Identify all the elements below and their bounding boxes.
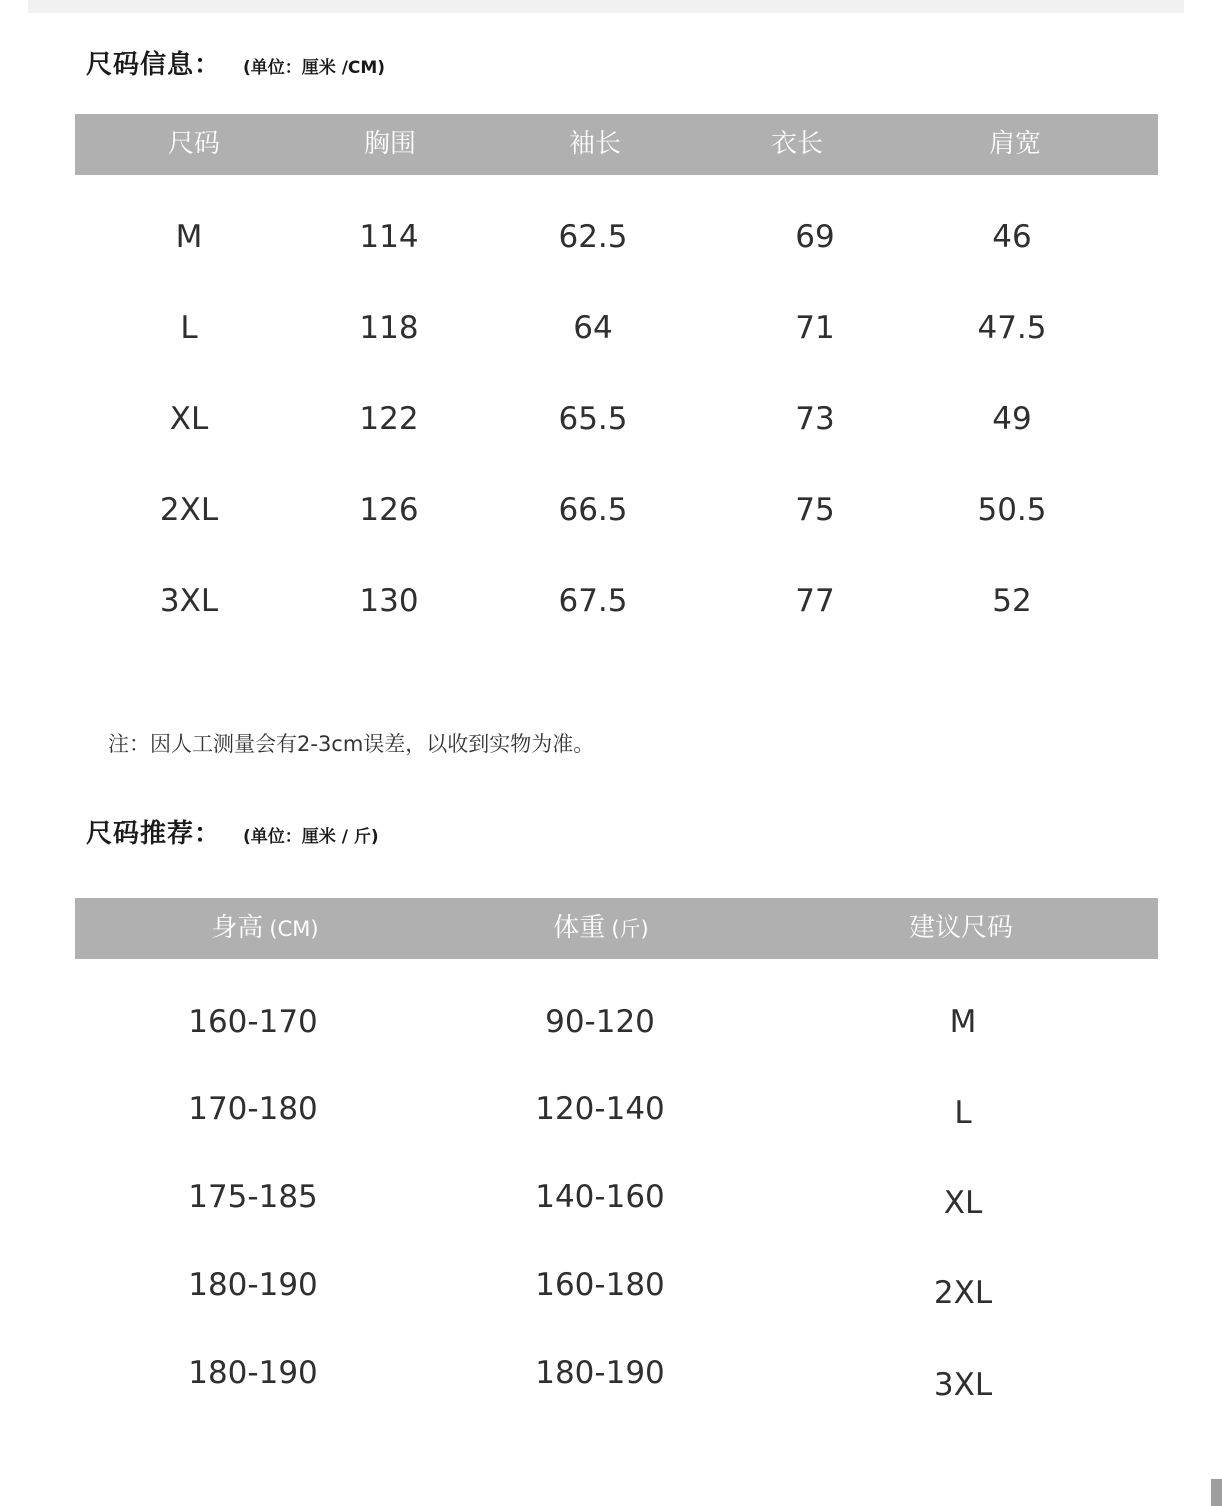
cell-shoulder: 49 <box>992 401 1032 437</box>
cell-suggested-size: L <box>954 1095 972 1131</box>
cell-chest: 130 <box>359 583 419 619</box>
header-weight <box>553 898 648 959</box>
cell-shoulder: 52 <box>992 583 1032 619</box>
cell-size: M <box>175 219 203 255</box>
cell-chest: 122 <box>359 401 419 437</box>
size-info-heading <box>86 44 385 81</box>
cell-weight: 180-190 <box>535 1355 665 1391</box>
cell-weight: 140-160 <box>535 1179 665 1215</box>
corner-scroll-marker <box>1211 1479 1222 1506</box>
table-row <box>75 1348 1158 1403</box>
cell-size: L <box>180 310 198 346</box>
cell-weight: 90-120 <box>545 1004 655 1040</box>
table-row <box>75 485 1158 535</box>
cell-size: 2XL <box>159 492 219 528</box>
cell-sleeve: 66.5 <box>558 492 628 528</box>
cell-length: 71 <box>795 310 835 346</box>
cell-chest: 126 <box>359 492 419 528</box>
cell-length: 75 <box>795 492 835 528</box>
header-height <box>211 898 318 959</box>
cell-height: 160-170 <box>188 1004 318 1040</box>
cell-suggested-size: M <box>949 1004 977 1040</box>
table-row <box>75 303 1158 353</box>
header-shoulder: 肩宽 <box>988 129 1042 159</box>
cell-shoulder: 47.5 <box>977 310 1047 346</box>
cell-sleeve: 65.5 <box>558 401 628 437</box>
size-info-unit: (单位：厘米 /CM) <box>243 58 386 78</box>
header-suggested-size <box>909 898 1013 959</box>
cell-suggested-size: 2XL <box>933 1275 993 1311</box>
header-sleeve: 袖长 <box>568 129 622 159</box>
table-row <box>75 1260 1158 1310</box>
size-recommend-unit: (单位：厘米 / 斤) <box>243 827 379 847</box>
cell-size: 3XL <box>159 583 219 619</box>
cell-shoulder: 46 <box>992 219 1032 255</box>
size-info-header-row <box>75 114 1158 175</box>
cell-sleeve: 62.5 <box>558 219 628 255</box>
table-row <box>75 394 1158 444</box>
cell-height: 180-190 <box>188 1355 318 1391</box>
cell-sleeve: 67.5 <box>558 583 628 619</box>
header-height-label: 身高 <box>211 913 264 943</box>
size-recommend-title: 尺码推荐： <box>86 819 222 849</box>
cell-shoulder: 50.5 <box>977 492 1047 528</box>
header-height-unit: (CM) <box>269 917 319 941</box>
size-info-table <box>75 114 1158 619</box>
cell-length: 73 <box>795 401 835 437</box>
cell-size: XL <box>169 401 209 437</box>
size-info-title: 尺码信息： <box>86 50 222 80</box>
cell-sleeve: 64 <box>573 310 613 346</box>
table-row <box>75 997 1158 1047</box>
cell-suggested-size: 3XL <box>933 1367 993 1403</box>
size-recommend-table <box>75 898 1158 1403</box>
size-recommend-header-row <box>75 898 1158 959</box>
header-chest: 胸围 <box>363 129 417 159</box>
cell-weight: 120-140 <box>535 1091 665 1127</box>
table-row <box>75 1172 1158 1222</box>
measurement-note: 注：因人工测量会有2-3cm误差，以收到实物为准。 <box>108 732 595 756</box>
cell-height: 175-185 <box>188 1179 318 1215</box>
header-length: 衣长 <box>770 129 824 159</box>
cell-length: 77 <box>795 583 835 619</box>
cell-height: 170-180 <box>188 1091 318 1127</box>
size-recommend-heading <box>86 813 379 850</box>
cell-chest: 114 <box>359 219 419 255</box>
header-size: 尺码 <box>167 129 221 159</box>
cell-suggested-size: XL <box>943 1185 983 1221</box>
header-weight-unit: (斤) <box>611 917 649 941</box>
cell-height: 180-190 <box>188 1267 318 1303</box>
header-weight-label: 体重 <box>553 913 606 943</box>
cell-chest: 118 <box>359 310 419 346</box>
table-row <box>75 576 1158 626</box>
cell-weight: 160-180 <box>535 1267 665 1303</box>
table-row <box>75 212 1158 262</box>
table-row <box>75 1084 1158 1134</box>
header-suggested-size-label: 建议尺码 <box>908 913 1014 943</box>
top-divider-strip <box>28 0 1184 13</box>
cell-length: 69 <box>795 219 835 255</box>
